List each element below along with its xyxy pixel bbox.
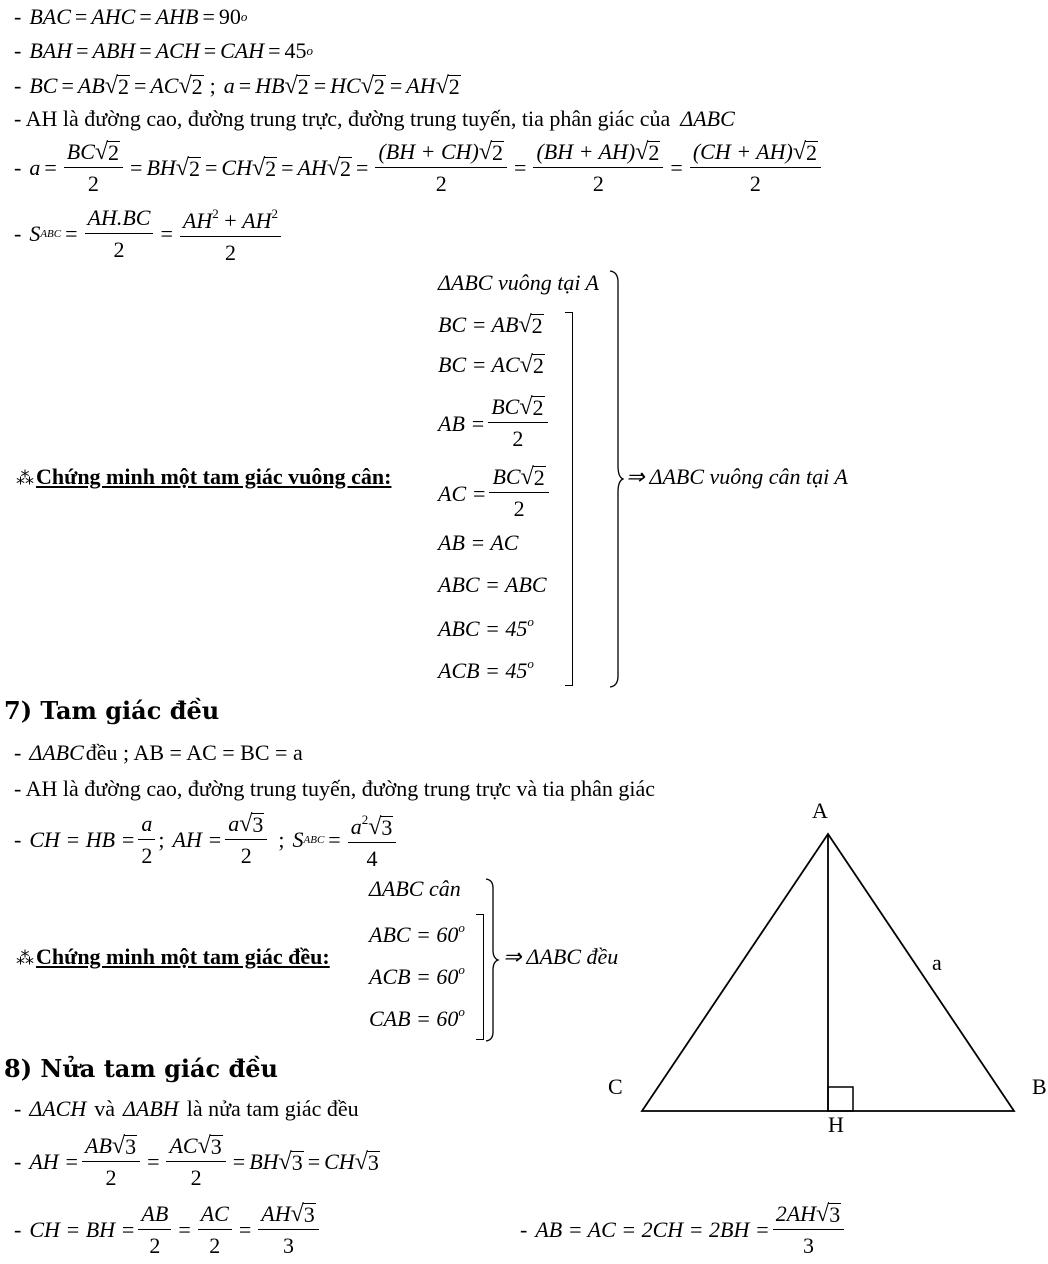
condition-isosceles: ΔABC cân (369, 876, 461, 901)
ah-properties-equilateral: - AH là đường cao, đường trung tuyến, đường trung trực và tia phân giác (14, 776, 656, 801)
svg-text:B: B (1032, 1074, 1047, 1099)
formula-a: - a = BC √ 2 2 = BH √ 2 = CH √ 2 = AH √ 2 = (BH + CH) √ 2 2 = (BH + AH) √ 2 2 = (CH + AH) √ 2 2 (14, 136, 824, 200)
condition: BC = AC √ 2 (438, 352, 544, 378)
svg-text:a: a (932, 950, 942, 975)
svg-text:A: A (812, 798, 828, 823)
half-equilateral-ch: - CH = BH = $\frac{AB}{2}$ = $\frac{AC}{2}$ = AH √ 3 3 (14, 1198, 322, 1262)
angle-equality-90: - BAC = AHC = AHB = 90 o (14, 4, 248, 29)
condition: AB = BC √ 2 2 (438, 392, 551, 455)
proof-right-isosceles-label: ⁂Chứng minh một tam giác vuông cân: (16, 464, 392, 489)
brace (608, 270, 624, 688)
svg-text:H: H (828, 1112, 844, 1137)
condition: AC = BC √ 2 2 (438, 462, 552, 525)
angle-equality-45: - BAH = ABH = ACH = CAH = 45 o (14, 38, 314, 63)
condition: CAB = $60^o$ (369, 1004, 465, 1031)
half-equilateral-ab: - AB = AC = 2CH = 2BH = 2AH √ 3 3 (520, 1198, 847, 1262)
condition-right-angle: ΔABC vuông tại A (438, 270, 599, 295)
half-equilateral-def: - ΔACH và ΔABH là nửa tam giác đều (14, 1096, 359, 1121)
svg-text:C: C (608, 1074, 623, 1099)
condition: ABC = $45^o$ (438, 614, 534, 641)
right-angle-mark (828, 1087, 853, 1111)
condition: ABC = ABC (438, 572, 547, 597)
equilateral-def: - ΔABC đều ; AB = AC = BC = a (14, 740, 303, 765)
side-relations: - BC = AB √ 2 = AC √ 2 ; a = HB √ 2 = HC √ 2 = AH √ 2 (14, 73, 460, 99)
condition: AB = AC (438, 530, 519, 555)
equilateral-triangle-figure (590, 790, 1048, 1140)
condition: ACB = $45^o$ (438, 656, 534, 683)
condition: ACB = $60^o$ (369, 962, 465, 989)
sqrt: √ 2 (104, 73, 129, 99)
equilateral-formulas: - CH = HB = $\frac{a}{2}$ ; AH = a √ 3 2 ; S ABC = $a^2$ √ 3 4 (14, 808, 399, 872)
condition: BC = AB √ 2 (438, 312, 543, 338)
area-formula: - S ABC = $\frac{AH.BC}{2}$ = $\frac{AH^2 + AH^2}{2}$ (14, 202, 284, 266)
section-heading-half-equilateral: 8) Nửa tam giác đều (4, 1054, 279, 1083)
brace (484, 878, 500, 1042)
condition: ABC = $60^o$ (369, 920, 465, 947)
conclusion-equilateral: ⇒ ΔABC đều (503, 944, 619, 969)
bracket (565, 312, 573, 686)
half-equilateral-ah: - AH = AB √ 3 2 = AC √ 3 2 = BH √ 3 = CH √ 3 (14, 1132, 379, 1190)
fraction: BC √ 2 2 (64, 137, 123, 200)
section-heading-equilateral: 7) Tam giác đều (4, 696, 220, 725)
ah-properties-text: - AH là đường cao, đường trung trực, đường trung tuyến, tia phân giác của ΔABC (14, 106, 735, 131)
proof-equilateral-label: ⁂Chứng minh một tam giác đều: (16, 944, 330, 969)
conclusion-right-isosceles: ⇒ ΔABC vuông cân tại A (626, 464, 848, 489)
bracket (476, 914, 484, 1040)
